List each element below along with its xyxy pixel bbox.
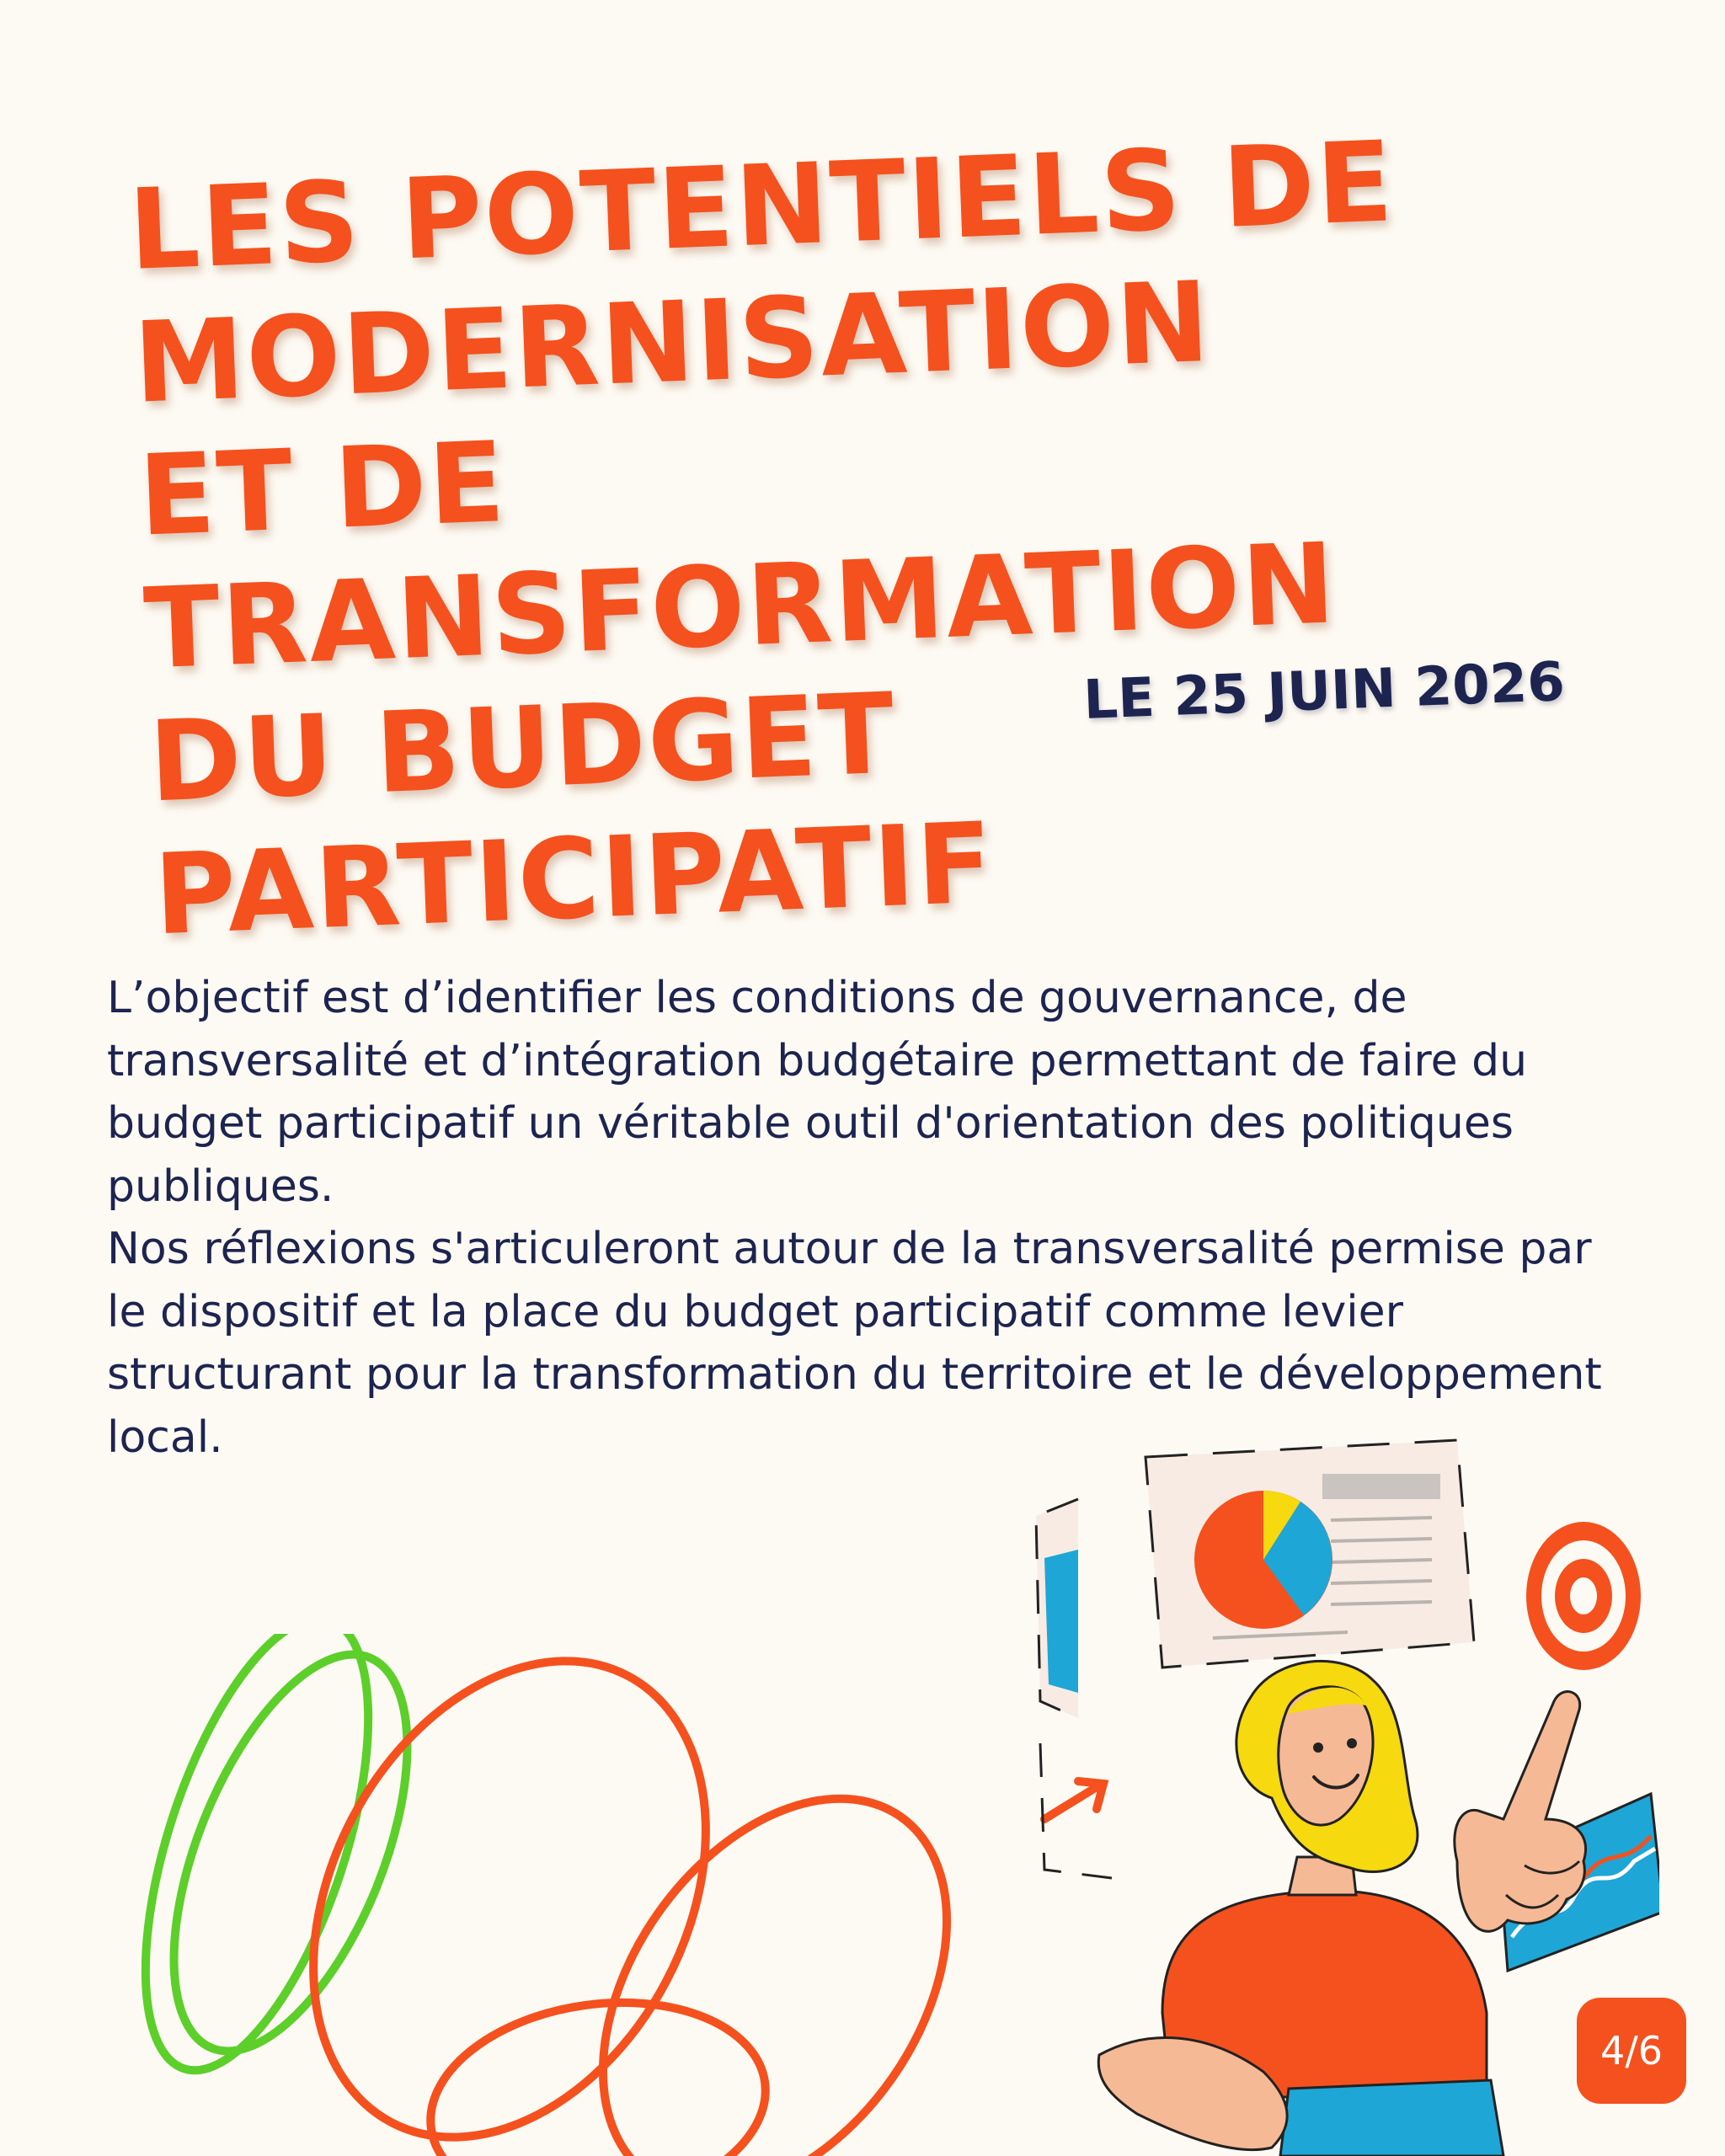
target-icon: [1526, 1522, 1641, 1670]
title-line: MODERNISATION: [131, 257, 1214, 429]
title-line: PARTICIPATIF: [152, 798, 997, 961]
pie-chart-icon: [1194, 1491, 1332, 1629]
title-line: TRANSFORMATION: [142, 519, 1339, 695]
description-paragraph-1: L’objectif est d’identifier les conditions de gouvernance, de transversalité et d’intégration budgétaire permettant de faire du budget participatif un véritable outil d'orientation des politiques publiques.: [107, 973, 1528, 1212]
woman-with-charts-illustration: [1019, 1423, 1659, 2156]
page-indicator-badge: 4/6: [1577, 1998, 1686, 2104]
title-line: ET DE: [136, 418, 509, 562]
event-date: LE 25 JUIN 2026: [1082, 651, 1567, 732]
scribble-decoration-icon: [126, 1634, 985, 2156]
title-line: LES POTENTIELS DE: [126, 117, 1397, 296]
page-title: [126, 108, 1630, 962]
description-text: [107, 967, 1640, 1469]
description-paragraph-2: Nos réflexions s'articuleront autour de la transversalité permise par le dispositif et la place du budget participatif comme levier structurant pour la transformation du territoire et le développement local.: [107, 1224, 1602, 1463]
title-line: DU BUDGET: [147, 669, 899, 828]
